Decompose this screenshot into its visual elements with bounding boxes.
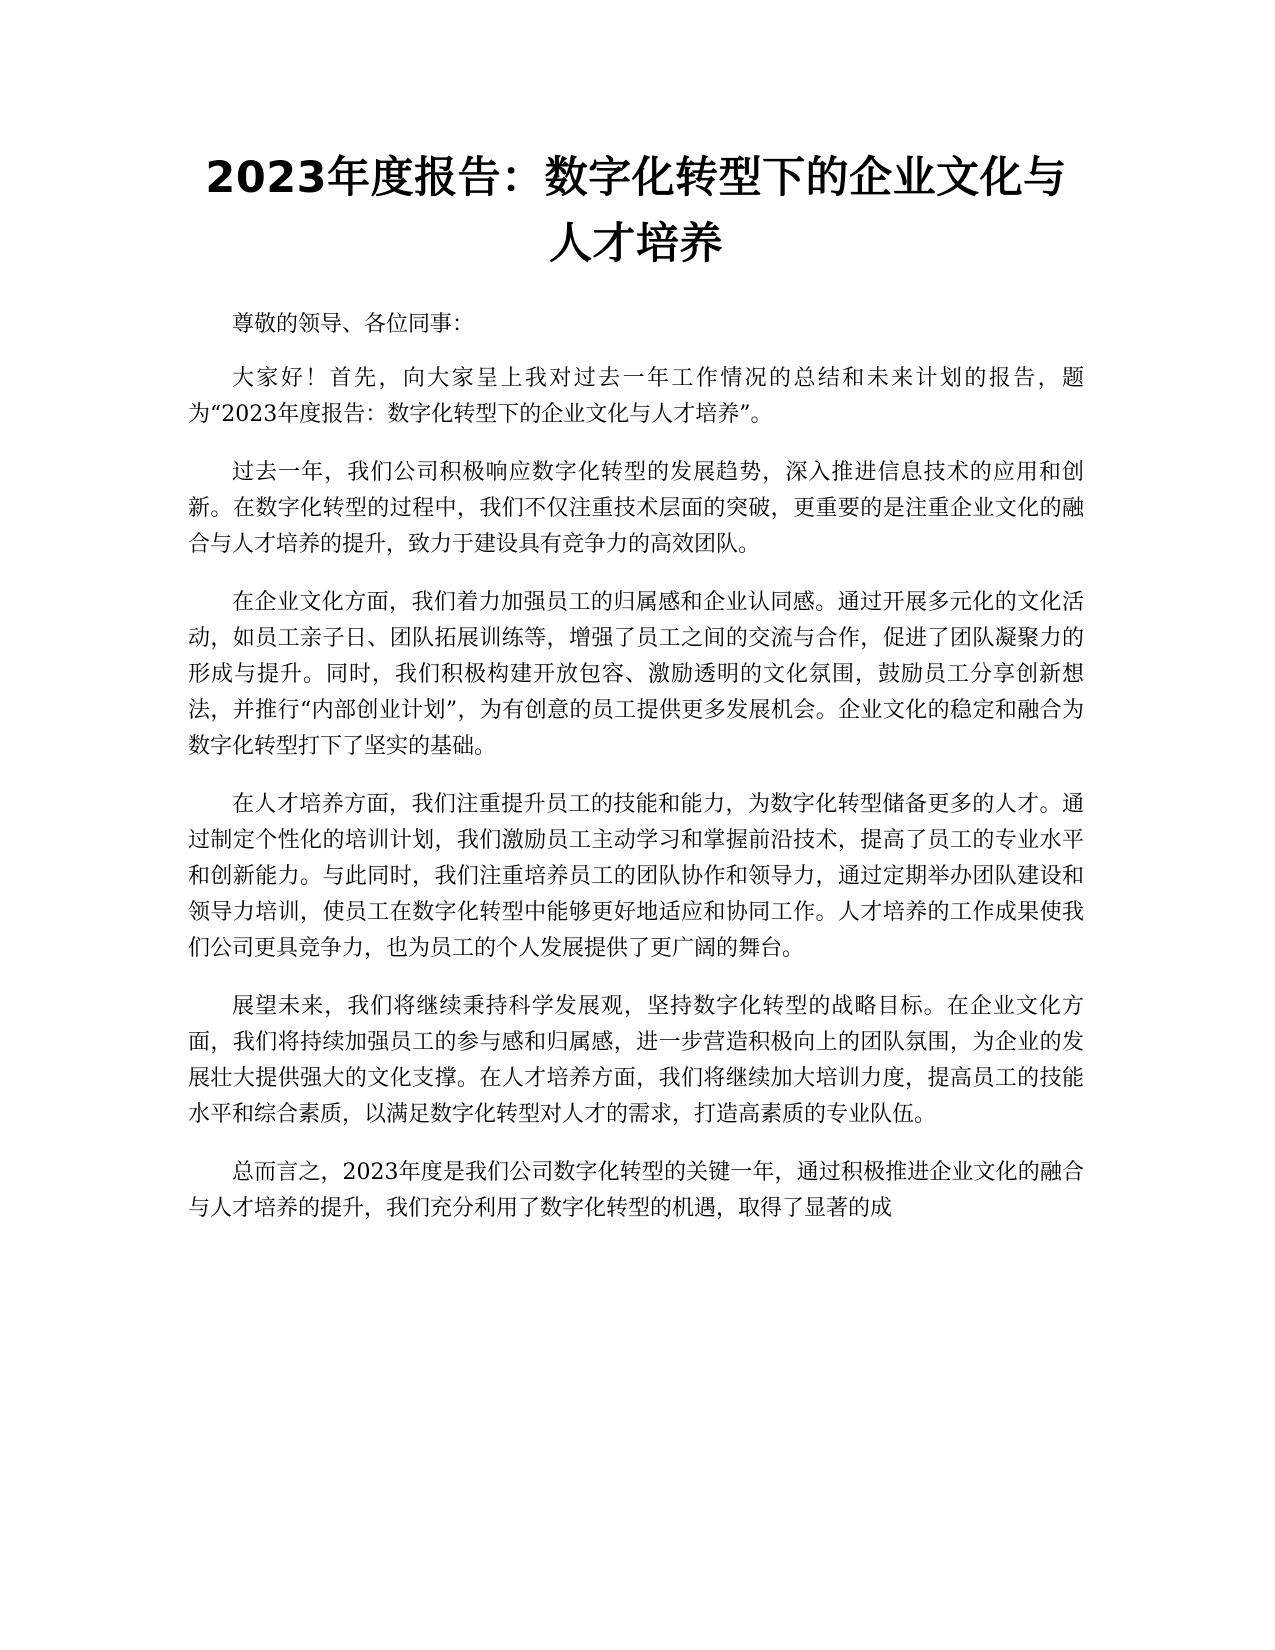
outlook-paragraph: 展望未来，我们将继续秉持科学发展观，坚持数字化转型的战略目标。在企业文化方面，我们将持续加强员工的参与感和归属感，进一步营造积极向上的团队氛围，为企业的发展壮大提供强大的文化支撑。在人才培养方面，我们将继续加大培训力度，提高员工的技能水平和综合素质，以满足数字化转型对人才的需求，打造高素质的专业队伍。: [188, 994, 1084, 1127]
document-title: 2023年度报告：数字化转型下的企业文化与人才培养: [205, 153, 1067, 269]
intro-paragraph: 大家好！首先，向大家呈上我对过去一年工作情况的总结和未来计划的报告，题为“2023年度报告：数字化转型下的企业文化与人才培养”。: [188, 366, 1084, 427]
corporate-culture-paragraph: 在企业文化方面，我们着力加强员工的归属感和企业认同感。通过开展多元化的文化活动，如员工亲子日、团队拓展训练等，增强了员工之间的交流与合作，促进了团队凝聚力的形成与提升。同时，我们积极构建开放包容、激励透明的文化氛围，鼓励员工分享创新想法，并推行“内部创业计划”，为有创意的员工提供更多发展机会。企业文化的稳定和融合为数字化转型打下了坚实的基础。: [188, 590, 1084, 759]
document-body: [188, 307, 1084, 1227]
talent-development-paragraph: 在人才培养方面，我们注重提升员工的技能和能力，为数字化转型储备更多的人才。通过制定个性化的培训计划，我们激励员工主动学习和掌握前沿技术，提高了员工的专业水平和创新能力。与此同时，我们注重培养员工的团队协作和领导力，通过定期举办团队建设和领导力培训，使员工在数字化转型中能够更好地适应和协同工作。人才培养的工作成果使我们公司更具竞争力，也为员工的个人发展提供了更广阔的舞台。: [188, 792, 1084, 961]
document-page: [188, 145, 1084, 1249]
conclusion-paragraph: 总而言之，2023年度是我们公司数字化转型的关键一年，通过积极推进企业文化的融合与人才培养的提升，我们充分利用了数字化转型的机遇，取得了显著的成: [188, 1160, 1084, 1221]
salutation-paragraph: 尊敬的领导、各位同事：: [232, 312, 475, 337]
overview-paragraph: 过去一年，我们公司积极响应数字化转型的发展趋势，深入推进信息技术的应用和创新。在数字化转型的过程中，我们不仅注重技术层面的突破，更重要的是注重企业文化的融合与人才培养的提升，致力于建设具有竞争力的高效团队。: [188, 460, 1084, 557]
